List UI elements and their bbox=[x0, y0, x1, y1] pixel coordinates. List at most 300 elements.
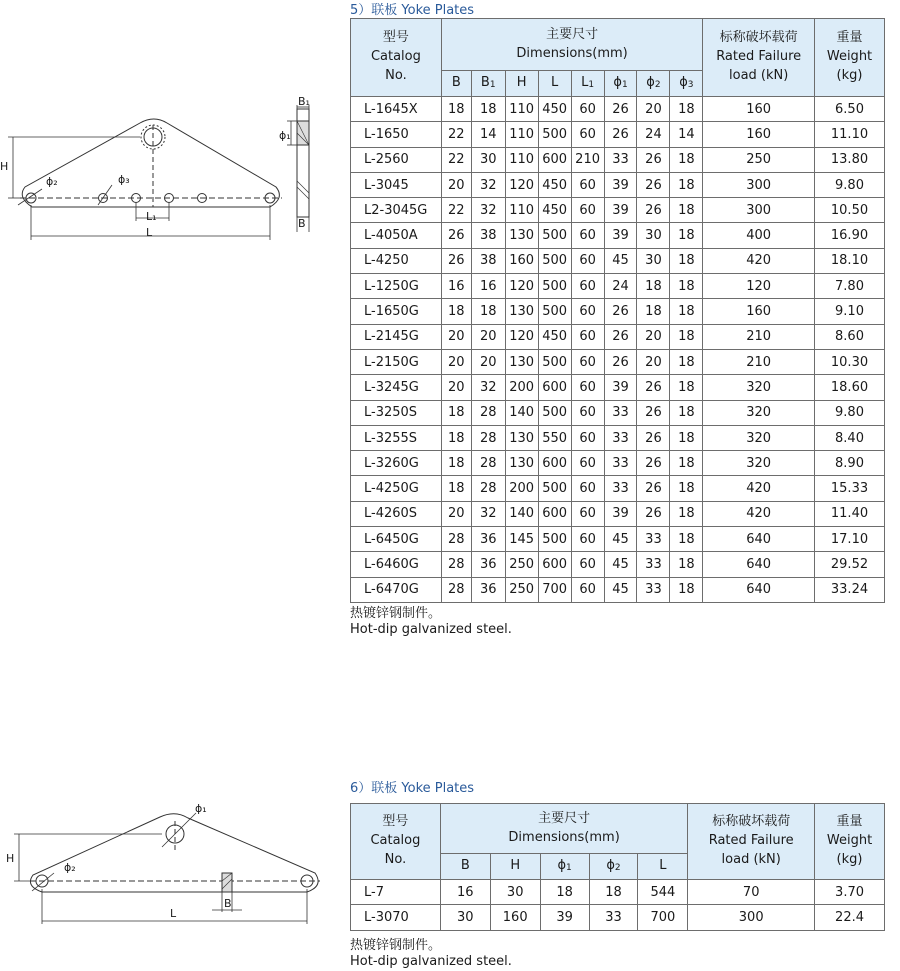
table-cell: 26 bbox=[637, 451, 670, 476]
table-row bbox=[351, 349, 885, 374]
catalog-cell: L-2145G bbox=[351, 324, 442, 349]
yoke-plate-drawing-5 bbox=[0, 95, 340, 245]
table-cell: 300 bbox=[688, 905, 815, 930]
dim-col-header: H bbox=[505, 71, 538, 97]
label-L1: L₁ bbox=[146, 210, 157, 223]
table-cell: 60 bbox=[571, 425, 604, 450]
table-cell: 39 bbox=[540, 905, 589, 930]
label-phi1: ϕ₁ bbox=[195, 802, 207, 815]
rated-load-header: 标称破坏载荷 Rated Failure load (kN) bbox=[688, 804, 815, 880]
table-cell: 130 bbox=[505, 451, 538, 476]
table-cell: 39 bbox=[604, 172, 637, 197]
table-cell: 18 bbox=[441, 97, 471, 122]
yoke-plates-table-5 bbox=[350, 18, 885, 603]
table-cell: 33 bbox=[604, 476, 637, 501]
dim-col-header: L bbox=[638, 854, 688, 880]
table-cell: 6.50 bbox=[815, 97, 885, 122]
table-cell: 45 bbox=[604, 552, 637, 577]
table-cell: 60 bbox=[571, 223, 604, 248]
table-cell: 14 bbox=[471, 122, 505, 147]
table-cell: 33 bbox=[604, 451, 637, 476]
table-row bbox=[351, 198, 885, 223]
table-cell: 20 bbox=[441, 375, 471, 400]
table-cell: 110 bbox=[505, 147, 538, 172]
table-cell: 20 bbox=[441, 172, 471, 197]
table-cell: 26 bbox=[637, 147, 670, 172]
table-cell: 60 bbox=[571, 122, 604, 147]
table-cell: 18 bbox=[670, 451, 703, 476]
table-cell: 33 bbox=[604, 147, 637, 172]
table-cell: 60 bbox=[571, 274, 604, 299]
table-cell: 500 bbox=[538, 299, 571, 324]
table-cell: 130 bbox=[505, 349, 538, 374]
table-row bbox=[351, 476, 885, 501]
table-cell: 120 bbox=[505, 324, 538, 349]
table-row bbox=[351, 97, 885, 122]
table-cell: 18 bbox=[670, 375, 703, 400]
table-cell: 500 bbox=[538, 527, 571, 552]
table-cell: 500 bbox=[538, 274, 571, 299]
table-cell: 250 bbox=[703, 147, 815, 172]
table-cell: 30 bbox=[637, 223, 670, 248]
table-cell: 18 bbox=[670, 198, 703, 223]
catalog-cell: L-3255S bbox=[351, 425, 442, 450]
table-cell: 18 bbox=[670, 349, 703, 374]
table-cell: 28 bbox=[441, 577, 471, 602]
table-cell: 640 bbox=[703, 552, 815, 577]
table-cell: 60 bbox=[571, 299, 604, 324]
table-row bbox=[351, 248, 885, 273]
catalog-cell: L-3045 bbox=[351, 172, 442, 197]
table-cell: 18 bbox=[540, 880, 589, 905]
table-cell: 39 bbox=[604, 198, 637, 223]
table-cell: 18 bbox=[670, 274, 703, 299]
table-cell: 22 bbox=[441, 147, 471, 172]
table-cell: 33 bbox=[589, 905, 638, 930]
table-cell: 16 bbox=[440, 880, 490, 905]
table-cell: 160 bbox=[703, 97, 815, 122]
dim-col-header: ϕ2 bbox=[589, 854, 638, 880]
table-cell: 500 bbox=[538, 122, 571, 147]
catalog-cell: L-3245G bbox=[351, 375, 442, 400]
section5-note: 热镀锌钢制件。 Hot-dip galvanized steel. bbox=[350, 606, 512, 637]
table-cell: 22 bbox=[441, 198, 471, 223]
table-cell: 120 bbox=[505, 274, 538, 299]
table-cell: 33.24 bbox=[815, 577, 885, 602]
table-cell: 18 bbox=[637, 299, 670, 324]
label-phi2: ϕ₂ bbox=[46, 175, 58, 188]
table-row bbox=[351, 400, 885, 425]
table-row bbox=[351, 172, 885, 197]
catalog-cell: L-4050A bbox=[351, 223, 442, 248]
table-cell: 600 bbox=[538, 375, 571, 400]
table-cell: 8.60 bbox=[815, 324, 885, 349]
table-cell: 140 bbox=[505, 501, 538, 526]
table-cell: 9.80 bbox=[815, 400, 885, 425]
table-cell: 18.10 bbox=[815, 248, 885, 273]
catalog-cell: L-1650 bbox=[351, 122, 442, 147]
table-cell: 60 bbox=[571, 172, 604, 197]
table-cell: 500 bbox=[538, 349, 571, 374]
table-row bbox=[351, 577, 885, 602]
dim-col-header: H bbox=[490, 854, 540, 880]
table-cell: 14 bbox=[670, 122, 703, 147]
table-cell: 39 bbox=[604, 223, 637, 248]
table-cell: 18.60 bbox=[815, 375, 885, 400]
table-row bbox=[351, 223, 885, 248]
table-cell: 24 bbox=[637, 122, 670, 147]
table-cell: 29.52 bbox=[815, 552, 885, 577]
table-cell: 600 bbox=[538, 451, 571, 476]
table-cell: 45 bbox=[604, 577, 637, 602]
table-cell: 20 bbox=[441, 501, 471, 526]
table-cell: 16.90 bbox=[815, 223, 885, 248]
table-cell: 400 bbox=[703, 223, 815, 248]
table-cell: 10.50 bbox=[815, 198, 885, 223]
table-cell: 60 bbox=[571, 97, 604, 122]
table-cell: 60 bbox=[571, 198, 604, 223]
table-cell: 26 bbox=[604, 97, 637, 122]
label-phi2: ϕ₂ bbox=[64, 861, 76, 874]
catalog-header: 型号 Catalog No. bbox=[351, 804, 441, 880]
table-cell: 20 bbox=[441, 349, 471, 374]
table-row bbox=[351, 527, 885, 552]
table-cell: 17.10 bbox=[815, 527, 885, 552]
table-cell: 32 bbox=[471, 198, 505, 223]
table-cell: 20 bbox=[441, 324, 471, 349]
table-cell: 60 bbox=[571, 248, 604, 273]
table-cell: 28 bbox=[441, 552, 471, 577]
rated-load-header: 标称破坏载荷 Rated Failure load (kN) bbox=[703, 19, 815, 97]
table-cell: 200 bbox=[505, 375, 538, 400]
dim-col-header: B1 bbox=[471, 71, 505, 97]
table-cell: 26 bbox=[604, 122, 637, 147]
catalog-cell: L-6460G bbox=[351, 552, 442, 577]
weight-header: 重量 Weight (kg) bbox=[815, 804, 885, 880]
table-cell: 20 bbox=[471, 349, 505, 374]
table-cell: 36 bbox=[471, 527, 505, 552]
table-cell: 60 bbox=[571, 349, 604, 374]
table-cell: 160 bbox=[490, 905, 540, 930]
table-cell: 640 bbox=[703, 527, 815, 552]
label-L: L bbox=[170, 907, 177, 920]
table-cell: 60 bbox=[571, 476, 604, 501]
table-cell: 450 bbox=[538, 97, 571, 122]
catalog-cell: L-4250G bbox=[351, 476, 442, 501]
table-cell: 18 bbox=[637, 274, 670, 299]
table-cell: 18 bbox=[441, 425, 471, 450]
table-cell: 26 bbox=[441, 248, 471, 273]
catalog-cell: L-4260S bbox=[351, 501, 442, 526]
table-cell: 18 bbox=[670, 97, 703, 122]
table-cell: 39 bbox=[604, 501, 637, 526]
table-cell: 60 bbox=[571, 527, 604, 552]
catalog-cell: L-2560 bbox=[351, 147, 442, 172]
table-cell: 145 bbox=[505, 527, 538, 552]
table-row bbox=[351, 299, 885, 324]
table-cell: 26 bbox=[604, 299, 637, 324]
table-cell: 140 bbox=[505, 400, 538, 425]
catalog-cell: L-1250G bbox=[351, 274, 442, 299]
dim-col-header: ϕ2 bbox=[637, 71, 670, 97]
table-cell: 30 bbox=[440, 905, 490, 930]
table-cell: 450 bbox=[538, 198, 571, 223]
weight-header: 重量 Weight (kg) bbox=[815, 19, 885, 97]
table-cell: 210 bbox=[703, 324, 815, 349]
table-cell: 22 bbox=[441, 122, 471, 147]
table-cell: 32 bbox=[471, 375, 505, 400]
table-cell: 26 bbox=[637, 198, 670, 223]
yoke-plates-table-6 bbox=[350, 803, 885, 931]
table-cell: 32 bbox=[471, 172, 505, 197]
table-cell: 320 bbox=[703, 375, 815, 400]
table-cell: 420 bbox=[703, 476, 815, 501]
table-cell: 18 bbox=[441, 451, 471, 476]
table-row bbox=[351, 905, 885, 930]
table-cell: 36 bbox=[471, 577, 505, 602]
table-cell: 18 bbox=[670, 476, 703, 501]
table-cell: 450 bbox=[538, 172, 571, 197]
table-cell: 28 bbox=[471, 476, 505, 501]
table-cell: 18 bbox=[441, 299, 471, 324]
table-cell: 300 bbox=[703, 198, 815, 223]
label-B1: B₁ bbox=[298, 95, 310, 108]
table-cell: 8.90 bbox=[815, 451, 885, 476]
table-cell: 18 bbox=[670, 223, 703, 248]
table-cell: 640 bbox=[703, 577, 815, 602]
table-cell: 30 bbox=[490, 880, 540, 905]
dim-col-header: B bbox=[440, 854, 490, 880]
table-cell: 160 bbox=[505, 248, 538, 273]
table-cell: 11.40 bbox=[815, 501, 885, 526]
table-cell: 15.33 bbox=[815, 476, 885, 501]
table-cell: 26 bbox=[637, 501, 670, 526]
dim-col-header: B bbox=[441, 71, 471, 97]
table-cell: 45 bbox=[604, 248, 637, 273]
table-cell: 26 bbox=[604, 349, 637, 374]
table-cell: 33 bbox=[637, 527, 670, 552]
table-cell: 18 bbox=[670, 552, 703, 577]
table-cell: 32 bbox=[471, 501, 505, 526]
table-cell: 16 bbox=[471, 274, 505, 299]
table-cell: 33 bbox=[637, 577, 670, 602]
table-row bbox=[351, 324, 885, 349]
table-cell: 16 bbox=[441, 274, 471, 299]
table-cell: 20 bbox=[471, 324, 505, 349]
table-cell: 18 bbox=[670, 577, 703, 602]
table-cell: 28 bbox=[471, 451, 505, 476]
table-cell: 30 bbox=[471, 147, 505, 172]
table-cell: 33 bbox=[604, 400, 637, 425]
table-cell: 38 bbox=[471, 223, 505, 248]
table-cell: 320 bbox=[703, 425, 815, 450]
table-cell: 600 bbox=[538, 501, 571, 526]
table-cell: 120 bbox=[703, 274, 815, 299]
table-row bbox=[351, 451, 885, 476]
table-cell: 700 bbox=[638, 905, 688, 930]
table-cell: 26 bbox=[637, 425, 670, 450]
section5-title: 5）联板 Yoke Plates bbox=[350, 3, 475, 18]
label-phi1: ϕ₁ bbox=[279, 129, 291, 142]
table-cell: 250 bbox=[505, 577, 538, 602]
table-cell: 18 bbox=[670, 501, 703, 526]
table-cell: 18 bbox=[670, 400, 703, 425]
catalog-cell: L2-3045G bbox=[351, 198, 442, 223]
table-cell: 18 bbox=[441, 476, 471, 501]
catalog-cell: L-6450G bbox=[351, 527, 442, 552]
table-cell: 18 bbox=[471, 299, 505, 324]
table-cell: 60 bbox=[571, 375, 604, 400]
dim-col-header: ϕ1 bbox=[540, 854, 589, 880]
table-cell: 26 bbox=[637, 375, 670, 400]
label-B: B bbox=[224, 897, 232, 910]
table-cell: 110 bbox=[505, 97, 538, 122]
table-row bbox=[351, 552, 885, 577]
table-cell: 60 bbox=[571, 577, 604, 602]
table-cell: 33 bbox=[604, 425, 637, 450]
table-cell: 18 bbox=[670, 425, 703, 450]
table-cell: 450 bbox=[538, 324, 571, 349]
table-cell: 550 bbox=[538, 425, 571, 450]
table-cell: 26 bbox=[637, 172, 670, 197]
table-cell: 500 bbox=[538, 476, 571, 501]
table-cell: 18 bbox=[670, 172, 703, 197]
table-cell: 9.80 bbox=[815, 172, 885, 197]
table-cell: 60 bbox=[571, 451, 604, 476]
table-cell: 600 bbox=[538, 147, 571, 172]
table-row bbox=[351, 122, 885, 147]
table-cell: 7.80 bbox=[815, 274, 885, 299]
table-cell: 38 bbox=[471, 248, 505, 273]
catalog-cell: L-7 bbox=[351, 880, 441, 905]
table-cell: 500 bbox=[538, 248, 571, 273]
table-cell: 130 bbox=[505, 223, 538, 248]
label-B: B bbox=[298, 217, 306, 230]
table-cell: 320 bbox=[703, 451, 815, 476]
section-hatch bbox=[222, 873, 232, 892]
table-cell: 18 bbox=[589, 880, 638, 905]
catalog-cell: L-2150G bbox=[351, 349, 442, 374]
table-cell: 20 bbox=[637, 97, 670, 122]
table-cell: 70 bbox=[688, 880, 815, 905]
table-cell: 26 bbox=[637, 400, 670, 425]
table-row bbox=[351, 425, 885, 450]
table-cell: 500 bbox=[538, 223, 571, 248]
section6-title: 6）联板 Yoke Plates bbox=[350, 781, 475, 796]
dim-col-header: L1 bbox=[571, 71, 604, 97]
table-cell: 18 bbox=[441, 400, 471, 425]
table-cell: 600 bbox=[538, 552, 571, 577]
table-cell: 18 bbox=[670, 147, 703, 172]
table-row bbox=[351, 147, 885, 172]
section6-note: 热镀锌钢制件。 Hot-dip galvanized steel. bbox=[350, 938, 512, 969]
table-cell: 60 bbox=[571, 501, 604, 526]
table-cell: 130 bbox=[505, 425, 538, 450]
table-cell: 700 bbox=[538, 577, 571, 602]
table-cell: 160 bbox=[703, 122, 815, 147]
table-cell: 11.10 bbox=[815, 122, 885, 147]
table-cell: 60 bbox=[571, 400, 604, 425]
table-cell: 60 bbox=[571, 324, 604, 349]
table-cell: 26 bbox=[604, 324, 637, 349]
table-cell: 30 bbox=[637, 248, 670, 273]
label-L: L bbox=[146, 226, 153, 239]
table-cell: 26 bbox=[637, 476, 670, 501]
table-cell: 420 bbox=[703, 501, 815, 526]
table-cell: 60 bbox=[571, 552, 604, 577]
table-cell: 200 bbox=[505, 476, 538, 501]
table-cell: 24 bbox=[604, 274, 637, 299]
catalog-cell: L-1645X bbox=[351, 97, 442, 122]
table-cell: 420 bbox=[703, 248, 815, 273]
catalog-header: 型号 Catalog No. bbox=[351, 19, 442, 97]
table-row bbox=[351, 880, 885, 905]
table-cell: 160 bbox=[703, 299, 815, 324]
table-cell: 22.4 bbox=[815, 905, 885, 930]
table-cell: 45 bbox=[604, 527, 637, 552]
table-cell: 300 bbox=[703, 172, 815, 197]
table-cell: 130 bbox=[505, 299, 538, 324]
table-cell: 18 bbox=[471, 97, 505, 122]
table-cell: 18 bbox=[670, 324, 703, 349]
dimensions-header: 主要尺寸 Dimensions(mm) bbox=[440, 804, 687, 854]
catalog-cell: L-3070 bbox=[351, 905, 441, 930]
table-cell: 9.10 bbox=[815, 299, 885, 324]
catalog-cell: L-6470G bbox=[351, 577, 442, 602]
dim-col-header: L bbox=[538, 71, 571, 97]
dim-col-header: ϕ3 bbox=[670, 71, 703, 97]
table-cell: 18 bbox=[670, 299, 703, 324]
table-cell: 3.70 bbox=[815, 880, 885, 905]
table-cell: 110 bbox=[505, 122, 538, 147]
table-cell: 10.30 bbox=[815, 349, 885, 374]
table-cell: 544 bbox=[638, 880, 688, 905]
yoke-plate-drawing-6 bbox=[0, 795, 340, 930]
table-cell: 20 bbox=[637, 349, 670, 374]
dim-col-header: ϕ1 bbox=[604, 71, 637, 97]
catalog-cell: L-3260G bbox=[351, 451, 442, 476]
table-cell: 28 bbox=[471, 400, 505, 425]
table-row bbox=[351, 501, 885, 526]
table-cell: 210 bbox=[571, 147, 604, 172]
table-cell: 500 bbox=[538, 400, 571, 425]
table-cell: 18 bbox=[670, 527, 703, 552]
label-H: H bbox=[0, 160, 9, 173]
table-cell: 26 bbox=[441, 223, 471, 248]
plate-outline bbox=[22, 119, 279, 207]
table-cell: 8.40 bbox=[815, 425, 885, 450]
dimensions-header: 主要尺寸 Dimensions(mm) bbox=[441, 19, 702, 71]
table-cell: 18 bbox=[670, 248, 703, 273]
table-cell: 110 bbox=[505, 198, 538, 223]
catalog-cell: L-3250S bbox=[351, 400, 442, 425]
catalog-cell: L-4250 bbox=[351, 248, 442, 273]
table-cell: 320 bbox=[703, 400, 815, 425]
catalog-cell: L-1650G bbox=[351, 299, 442, 324]
table-cell: 39 bbox=[604, 375, 637, 400]
table-cell: 13.80 bbox=[815, 147, 885, 172]
table-cell: 120 bbox=[505, 172, 538, 197]
table-cell: 210 bbox=[703, 349, 815, 374]
label-phi3: ϕ₃ bbox=[118, 173, 130, 186]
table-row bbox=[351, 274, 885, 299]
table-cell: 28 bbox=[441, 527, 471, 552]
table-cell: 28 bbox=[471, 425, 505, 450]
table-row bbox=[351, 375, 885, 400]
table-cell: 36 bbox=[471, 552, 505, 577]
table-cell: 33 bbox=[637, 552, 670, 577]
label-H: H bbox=[6, 852, 15, 865]
